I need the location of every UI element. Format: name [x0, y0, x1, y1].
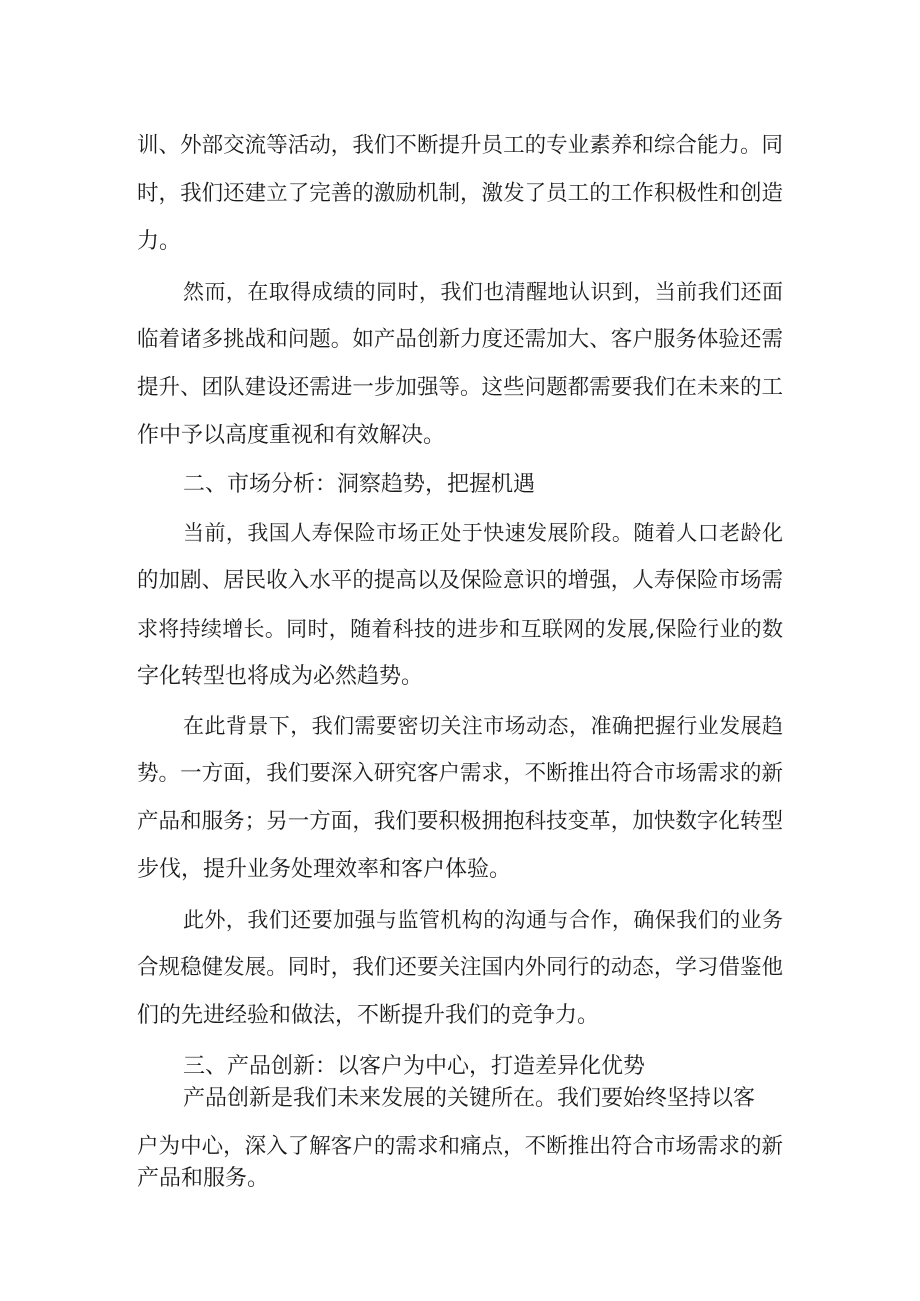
body-text-line: 的加剧、居民收入水平的提高以及保险意识的增强，人寿保险市场需: [137, 568, 783, 593]
body-text-line: 临着诸多挑战和问题。如产品创新力度还需加大、客户服务体验还需: [137, 327, 783, 352]
body-text-line: 们的先进经验和做法，不断提升我们的竞争力。: [137, 1003, 600, 1028]
body-text-line: 势。一方面，我们要深入研究客户需求，不断推出符合市场需求的新: [137, 761, 783, 786]
body-text-line: 力。: [137, 229, 182, 254]
body-text-line: 然而，在取得成绩的同时，我们也清醒地认识到，当前我们还面: [183, 280, 783, 304]
body-text-line: 求将持续增长。同时，随着科技的进步和互联网的发展,保险行业的数: [137, 617, 783, 641]
body-text-line: 户为中心，深入了解客户的需求和痛点，不断推出符合市场需求的新: [137, 1134, 783, 1159]
body-text-line: 训、外部交流等活动，我们不断提升员工的专业素养和综合能力。同: [137, 133, 783, 158]
body-text-line: 在此背景下，我们需要密切关注市场动态，准确把握行业发展趋: [183, 714, 783, 738]
body-text-line: 产品和服务；另一方面，我们要积极拥抱科技变革，加快数字化转型: [137, 809, 783, 834]
section-heading: 二、市场分析：洞察趋势，把握机遇: [183, 472, 536, 497]
body-text-line: 步伐，提升业务处理效率和客户体验。: [137, 857, 512, 882]
body-text-line: 当前，我国人寿保险市场正处于快速发展阶段。随着人口老龄化: [183, 521, 783, 545]
body-text-line: 合规稳健发展。同时，我们还要关注国内外同行的动态，学习借鉴他: [137, 955, 783, 980]
body-text-line: 作中予以高度重视和有效解决。: [137, 423, 446, 448]
body-text-line: 此外，我们还要加强与监管机构的沟通与合作，确保我们的业务: [183, 908, 783, 932]
body-text-line: 提升、团队建设还需进一步加强等。这些问题都需要我们在未来的工: [137, 375, 783, 400]
body-text-line: 时，我们还建立了完善的激励机制，激发了员工的工作积极性和创造: [137, 181, 783, 206]
body-text-line: 字化转型也将成为必然趋势。: [137, 664, 424, 689]
body-text-line: 产品创新是我们未来发展的关键所在。我们要始终坚持以客: [183, 1086, 756, 1111]
body-text-line: 产品和服务。: [137, 1166, 270, 1191]
section-heading: 三、产品创新：以客户为中心，打造差异化优势: [183, 1054, 646, 1079]
